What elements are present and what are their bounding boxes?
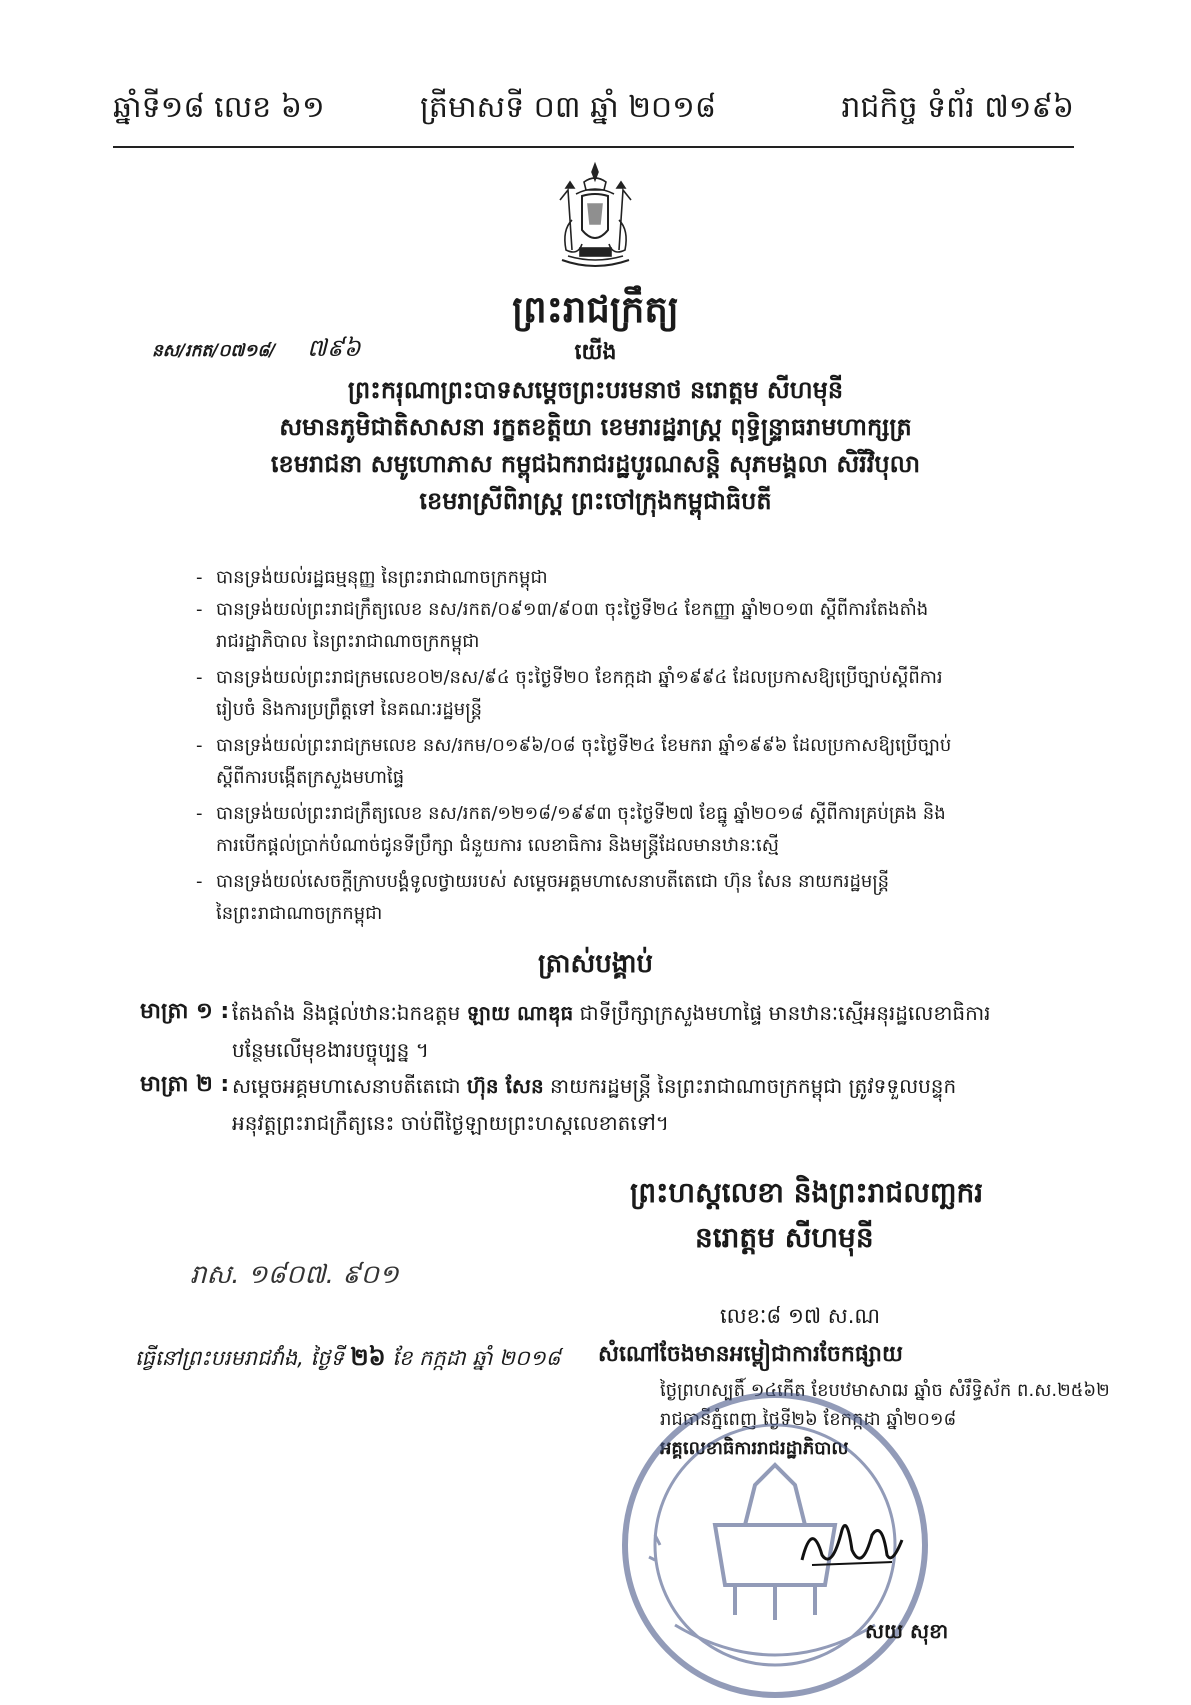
decision-heading: ត្រាស់បង្គាប់ [537, 949, 654, 979]
royal-title-line-2: សមានភូមិជាតិសាសនា រក្ខតខត្តិយា ខេមរារដ្ឋរាស្ត្រ ពុទ្ធិន្ទ្រាធរាមហាក្សត្រ [279, 413, 912, 441]
decree-reference: នស/រកត/០៧១៨/ [152, 341, 276, 361]
visa-item: - បានទ្រង់យល់ព្រះរាជក្រឹត្យលេខ នស/រកត/០៩១៣/៩០៣ ចុះថ្ងៃទី២៤ ខែកញ្ញា ឆ្នាំ២០១៣ ស្តីពីការតែងតាំង រាជរដ្ឋាភិបាល នៃព្រះរាជាណាចក្រកម្ពុជា [210, 594, 1060, 658]
visa-item: - បានទ្រង់យល់ព្រះរាជក្រមលេខ នស/រកម/០១៩៦/០៨ ចុះថ្ងៃទី២៤ ខែមករា ឆ្នាំ១៩៩៦ ដែលប្រកាសឱ្យប្រើច្បាប់ ស្តីពីការបង្កើតក្រសួងមហាផ្ទៃ [210, 730, 1060, 794]
visa-item: - បានទ្រង់យល់ព្រះរាជក្រមលេខ០២/នស/៩៤ ចុះថ្ងៃទី២០ ខែកក្កដា ឆ្នាំ១៩៩៤ ដែលប្រកាសឱ្យប្រើច្បាប់ស្តីពីការ រៀបចំ និងការប្រព្រឹត្តទៅ នៃគណៈរដ្ឋមន្ត្រី [210, 662, 1060, 726]
visa-line: បានទ្រង់យល់ព្រះរាជក្រឹត្យលេខ នស/រកត/០៩១៣/៩០៣ ចុះថ្ងៃទី២៤ ខែកញ្ញា ឆ្នាំ២០១៣ ស្តីពីការតែងតាំង [216, 599, 929, 620]
registration-number: លេខៈ៨ ១៧ ស.ណ [720, 1304, 881, 1328]
royal-title-line-3: ខេមរាជនា សមូហោភាស កម្ពុជឯករាជរដ្ឋបូរណសន្តិ សុភមង្គលា សិរីវិបុលា [270, 450, 921, 478]
article-2-text: សម្តេចអគ្គមហាសេនាបតីតេជោ ហ៊ុន សែន នាយករដ្ឋមន្ត្រី នៃព្រះរាជាណាចក្រកម្ពុជា ត្រូវទទួលបន្ទុក អនុវត្តព្រះរាជក្រឹត្យនេះ ចាប់ពីថ្ងៃឡាយព្រះហស្តលេខាតទៅ។ [232, 1074, 957, 1135]
certification-line: អគ្គលេខាធិការរាជរដ្ឋាភិបាល [660, 1438, 849, 1459]
certification-line: ថ្ងៃព្រហស្បតិ៍ ១៤កើត ខែបឋមាសាឍ ឆ្នាំច សំរឹទ្ធិស័ក ព.ស.២៥៦២ [660, 1380, 1110, 1401]
visa-item: - បានទ្រង់យល់សេចក្តីក្រាបបង្គំទូលថ្វាយរបស់ សម្តេចអគ្គមហាសេនាបតីតេជោ ហ៊ុន សែន នាយករដ្ឋមន្ត្រី នៃព្រះរាជាណាចក្រកម្ពុជា [210, 866, 1060, 930]
visa-line: បានទ្រង់យល់ព្រះរាជក្រមលេខ នស/រកម/០១៩៦/០៨ ចុះថ្ងៃទី២៤ ខែមករា ឆ្នាំ១៩៩៦ ដែលប្រកាសឱ្យប្រើច្បាប់ [216, 735, 952, 756]
secretary-signature-scribble [792, 1510, 912, 1580]
place-date-day: ២៦ [350, 1343, 386, 1371]
royal-signature-title: ព្រះហស្តលេខា និងព្រះរាជលញ្ឆករ [630, 1176, 984, 1209]
article-2-label: មាត្រា ២ : [140, 1072, 230, 1097]
header-rule [113, 146, 1074, 148]
visa-line: ស្តីពីការបង្កើតក្រសួងមហាផ្ទៃ [216, 767, 405, 788]
place-date: ធ្វើនៅព្រះបរមរាជវាំង, ថ្ងៃទី ២៦ ខែ កក្កដា ឆ្នាំ ២០១៨ [135, 1343, 561, 1371]
gazette-quarter: ត្រីមាសទី ០៣ ឆ្នាំ ២០១៨ [420, 90, 717, 125]
article-1-text: តែងតាំង និងផ្តល់ឋានៈឯកឧត្តម ឡាយ ណាឌុធ ជាទីប្រឹក្សាក្រសួងមហាផ្ទៃ មានឋានៈស្មើអនុរដ្ឋលេខាធិការ បន្ថែមលើមុខងារបច្ចុប្បន្ន ។ [232, 1001, 991, 1062]
visa-line: ការបើកផ្តល់ប្រាក់បំណាច់ជូនទីប្រឹក្សា ជំនួយការ លេខាធិការ និងមន្ត្រីដែលមានឋានៈស្មើ [216, 835, 779, 856]
decree-title: ព្រះរាជក្រឹត្យ [512, 288, 679, 331]
decree-reference-handwritten: ៧៩៦ [307, 334, 361, 362]
gazette-page: រាជកិច្ច ទំព័រ ៧១៩៦ [841, 90, 1074, 125]
certified-copy-title: សំណៅចែងមានអម្ពៀជាការចែកផ្សាយ [598, 1342, 903, 1367]
article-1-label: មាត្រា ១ : [140, 999, 230, 1024]
visa-line: បានទ្រង់យល់ព្រះរាជក្រមលេខ០២/នស/៩៤ ចុះថ្ងៃទី២០ ខែកក្កដា ឆ្នាំ១៩៩៤ ដែលប្រកាសឱ្យប្រើច្បាប់ស្តីពីការ [216, 667, 943, 688]
visa-line: នៃព្រះរាជាណាចក្រកម្ពុជា [216, 903, 383, 924]
appointee-name: ឡាយ ណាឌុធ [466, 1001, 574, 1025]
visa-line: បានទ្រង់យល់រដ្ឋធម្មនុញ្ញ នៃព្រះរាជាណាចក្រកម្ពុជា [216, 567, 548, 588]
royal-coat-of-arms-icon [548, 160, 643, 272]
certification-line: រាជធានីភ្នំពេញ ថ្ងៃទី២៦ ខែកក្កដា ឆ្នាំ២០១៨ [660, 1409, 957, 1430]
prime-minister-name: ហ៊ុន សែន [466, 1074, 544, 1098]
visa-line: រាជរដ្ឋាភិបាល នៃព្រះរាជាណាចក្រកម្ពុជា [216, 631, 480, 652]
royal-signature-name: នរោត្តម សីហមុនី [695, 1221, 874, 1254]
royal-title-line-1: ព្រះករុណាព្រះបាទសម្តេចព្រះបរមនាថ នរោត្តម សីហមុនី [347, 376, 844, 404]
royal-title-line-4: ខេមរាស្រីពិរាស្ត្រ ព្រះចៅក្រុងកម្ពុជាធិបតី [419, 487, 772, 515]
visa-line: បានទ្រង់យល់សេចក្តីក្រាបបង្គំទូលថ្វាយរបស់ សម្តេចអគ្គមហាសេនាបតីតេជោ ហ៊ុន សែន នាយករដ្ឋមន្ត្រី [216, 871, 890, 892]
gazette-year-number: ឆ្នាំទី១៨ លេខ ៦១ [113, 90, 325, 125]
secretary-name: សយ សុខា [865, 1619, 949, 1643]
visa-line: បានទ្រង់យល់ព្រះរាជក្រឹត្យលេខ នស/រកត/១២១៨/១៩៩៣ ចុះថ្ងៃទី២៧ ខែធ្នូ ឆ្នាំ២០១៨ ស្តីពីការគ្រប់គ្រង និង [216, 803, 946, 824]
visa-item: - បានទ្រង់យល់ព្រះរាជក្រឹត្យលេខ នស/រកត/១២១៨/១៩៩៣ ចុះថ្ងៃទី២៧ ខែធ្នូ ឆ្នាំ២០១៨ ស្តីពីការគ្រប់គ្រង និង ការបើកផ្តល់ប្រាក់បំណាច់ជូនទីប្រឹក្សា ជំនួយការ លេខាធិការ និងមន្ត្រីដែលមានឋានៈស្មើ [210, 798, 1060, 862]
visa-item: - បានទ្រង់យល់រដ្ឋធម្មនុញ្ញ នៃព្រះរាជាណាចក្រកម្ពុជា [210, 562, 1060, 594]
visa-line: រៀបចំ និងការប្រព្រឹត្តទៅ នៃគណៈរដ្ឋមន្ត្រី [216, 699, 483, 720]
handwritten-registration: រាស. ១៨០៧. ៩០១ [190, 1260, 399, 1290]
we-heading: យើង [574, 340, 617, 365]
